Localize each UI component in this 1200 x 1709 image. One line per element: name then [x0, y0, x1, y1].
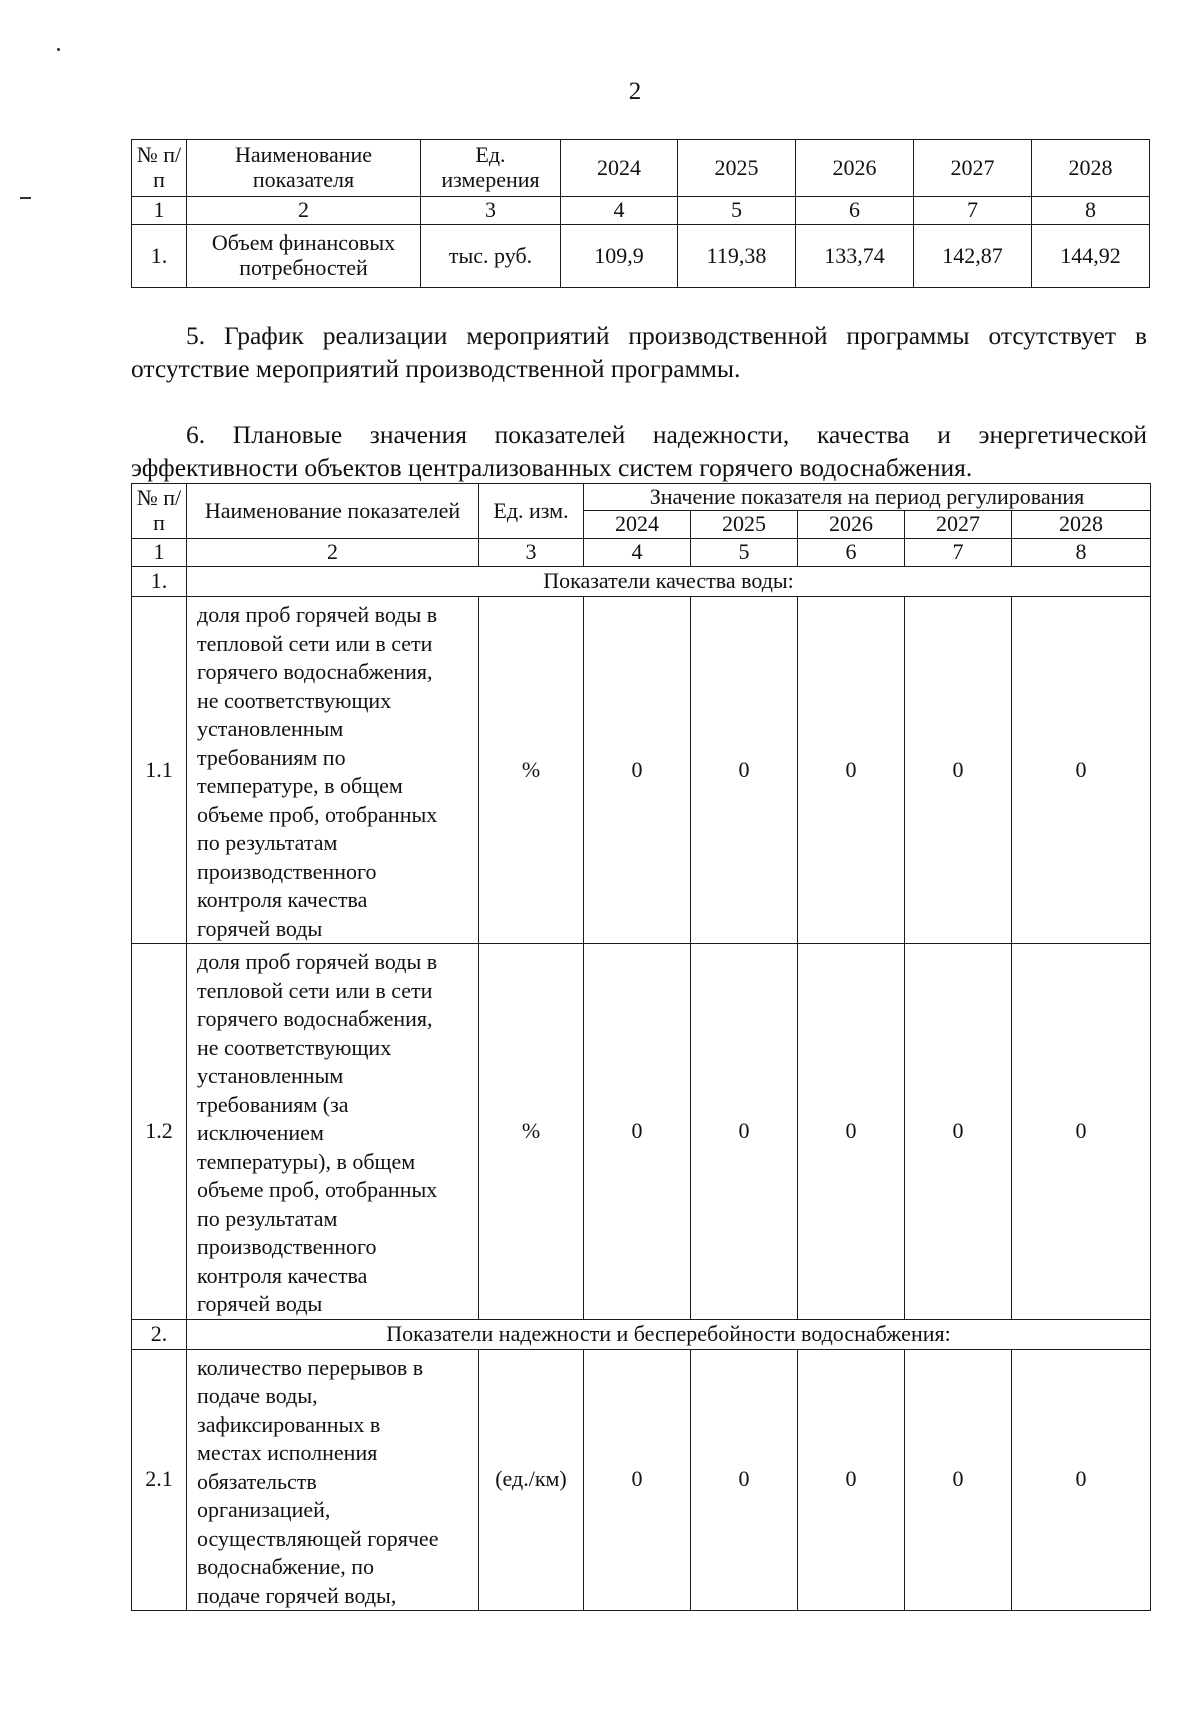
table-row — [132, 944, 1151, 1320]
table1-header-num: № п/п — [132, 140, 187, 197]
value-2026: 0 — [798, 1349, 905, 1611]
value-2027: 0 — [905, 597, 1012, 944]
section-title: Показатели качества воды: — [187, 567, 1151, 597]
section-row — [132, 567, 1151, 597]
table1-header-row — [132, 140, 1150, 197]
row-name: доля проб горячей воды в тепловой сети или в сети горячего водоснабжения, не соответствующих установленным требованиям (за исключением температуры), в общем объеме проб, отобранных по результатам производственного контроля качества горячей воды — [187, 944, 479, 1320]
value-2027: 142,87 — [914, 225, 1032, 288]
table2-header-name: Наименование показателей — [187, 484, 479, 539]
row-unit: % — [479, 944, 584, 1320]
table2-header-period: Значение показателя на период регулирования — [584, 484, 1151, 511]
table-row — [132, 1349, 1151, 1611]
value-2025: 119,38 — [678, 225, 796, 288]
scan-mark — [20, 197, 31, 199]
table2-header-year: 2027 — [905, 511, 1012, 539]
table1-header-year: 2026 — [796, 140, 914, 197]
value-2028: 144,92 — [1032, 225, 1150, 288]
value-2026: 0 — [798, 944, 905, 1320]
value-2026: 0 — [798, 597, 905, 944]
table-row — [132, 597, 1151, 944]
table1-index-cell: 5 — [678, 197, 796, 225]
table2-index-cell: 6 — [798, 539, 905, 567]
value-2024: 109,9 — [561, 225, 678, 288]
table1-header-year: 2025 — [678, 140, 796, 197]
row-unit: тыс. руб. — [421, 225, 561, 288]
table1-header-year: 2024 — [561, 140, 678, 197]
table1-index-cell: 6 — [796, 197, 914, 225]
section-number: 2. — [132, 1319, 187, 1349]
table1-index-row — [132, 197, 1150, 225]
indicators-table — [131, 483, 1151, 1611]
table1-header-year: 2027 — [914, 140, 1032, 197]
paragraph-5: 5. График реализации мероприятий производственной программы отсутствует в отсутствие мероприятий производственной программы. — [131, 321, 1147, 383]
financial-needs-table — [131, 139, 1150, 288]
table2-header-year: 2026 — [798, 511, 905, 539]
value-2024: 0 — [584, 944, 691, 1320]
table-row — [132, 225, 1150, 288]
row-name: доля проб горячей воды в тепловой сети или в сети горячего водоснабжения, не соответствующих установленным требованиям по температуре, в общем объеме проб, отобранных по результатам производственного контроля качества горячей воды — [187, 597, 479, 944]
table1-index-cell: 8 — [1032, 197, 1150, 225]
scan-speck — [57, 48, 60, 51]
table2-header-year: 2024 — [584, 511, 691, 539]
table1-header-name: Наименование показателя — [187, 140, 421, 197]
table2-index-cell: 2 — [187, 539, 479, 567]
value-2028: 0 — [1012, 597, 1151, 944]
row-name: количество перерывов в подаче воды, зафиксированных в местах исполнения обязательств организацией, осуществляющей горячее водоснабжение, по подаче горячей воды, — [187, 1349, 479, 1611]
table2-index-cell: 1 — [132, 539, 187, 567]
section-row — [132, 1319, 1151, 1349]
table2-index-cell: 8 — [1012, 539, 1151, 567]
row-number: 1.2 — [132, 944, 187, 1320]
section-number: 1. — [132, 567, 187, 597]
table2-index-row — [132, 539, 1151, 567]
table2-index-cell: 3 — [479, 539, 584, 567]
table1-header-unit: Ед. измерения — [421, 140, 561, 197]
table2-index-cell: 7 — [905, 539, 1012, 567]
value-2025: 0 — [691, 597, 798, 944]
table2-index-cell: 4 — [584, 539, 691, 567]
value-2027: 0 — [905, 1349, 1012, 1611]
table2-header-unit: Ед. изм. — [479, 484, 584, 539]
value-2028: 0 — [1012, 1349, 1151, 1611]
table1-header-year: 2028 — [1032, 140, 1150, 197]
row-unit: (ед./км) — [479, 1349, 584, 1611]
value-2025: 0 — [691, 944, 798, 1320]
table1-index-cell: 4 — [561, 197, 678, 225]
table2-header-num: № п/п — [132, 484, 187, 539]
value-2024: 0 — [584, 597, 691, 944]
row-unit: % — [479, 597, 584, 944]
section-title: Показатели надежности и бесперебойности водоснабжения: — [187, 1319, 1151, 1349]
row-number: 1. — [132, 225, 187, 288]
value-2025: 0 — [691, 1349, 798, 1611]
table2-index-cell: 5 — [691, 539, 798, 567]
table2-header-year: 2025 — [691, 511, 798, 539]
value-2027: 0 — [905, 944, 1012, 1320]
page-number: 2 — [628, 78, 642, 105]
value-2028: 0 — [1012, 944, 1151, 1320]
value-2026: 133,74 — [796, 225, 914, 288]
row-number: 1.1 — [132, 597, 187, 944]
value-2024: 0 — [584, 1349, 691, 1611]
table2-header-row — [132, 484, 1151, 511]
paragraph-6: 6. Плановые значения показателей надежности, качества и энергетической эффективности объектов централизованных систем горячего водоснабжения. — [131, 420, 1147, 482]
table1-index-cell: 1 — [132, 197, 187, 225]
table2-header-year: 2028 — [1012, 511, 1151, 539]
table1-index-cell: 7 — [914, 197, 1032, 225]
row-number: 2.1 — [132, 1349, 187, 1611]
table1-index-cell: 3 — [421, 197, 561, 225]
row-name: Объем финансовых потребностей — [187, 225, 421, 288]
table1-index-cell: 2 — [187, 197, 421, 225]
